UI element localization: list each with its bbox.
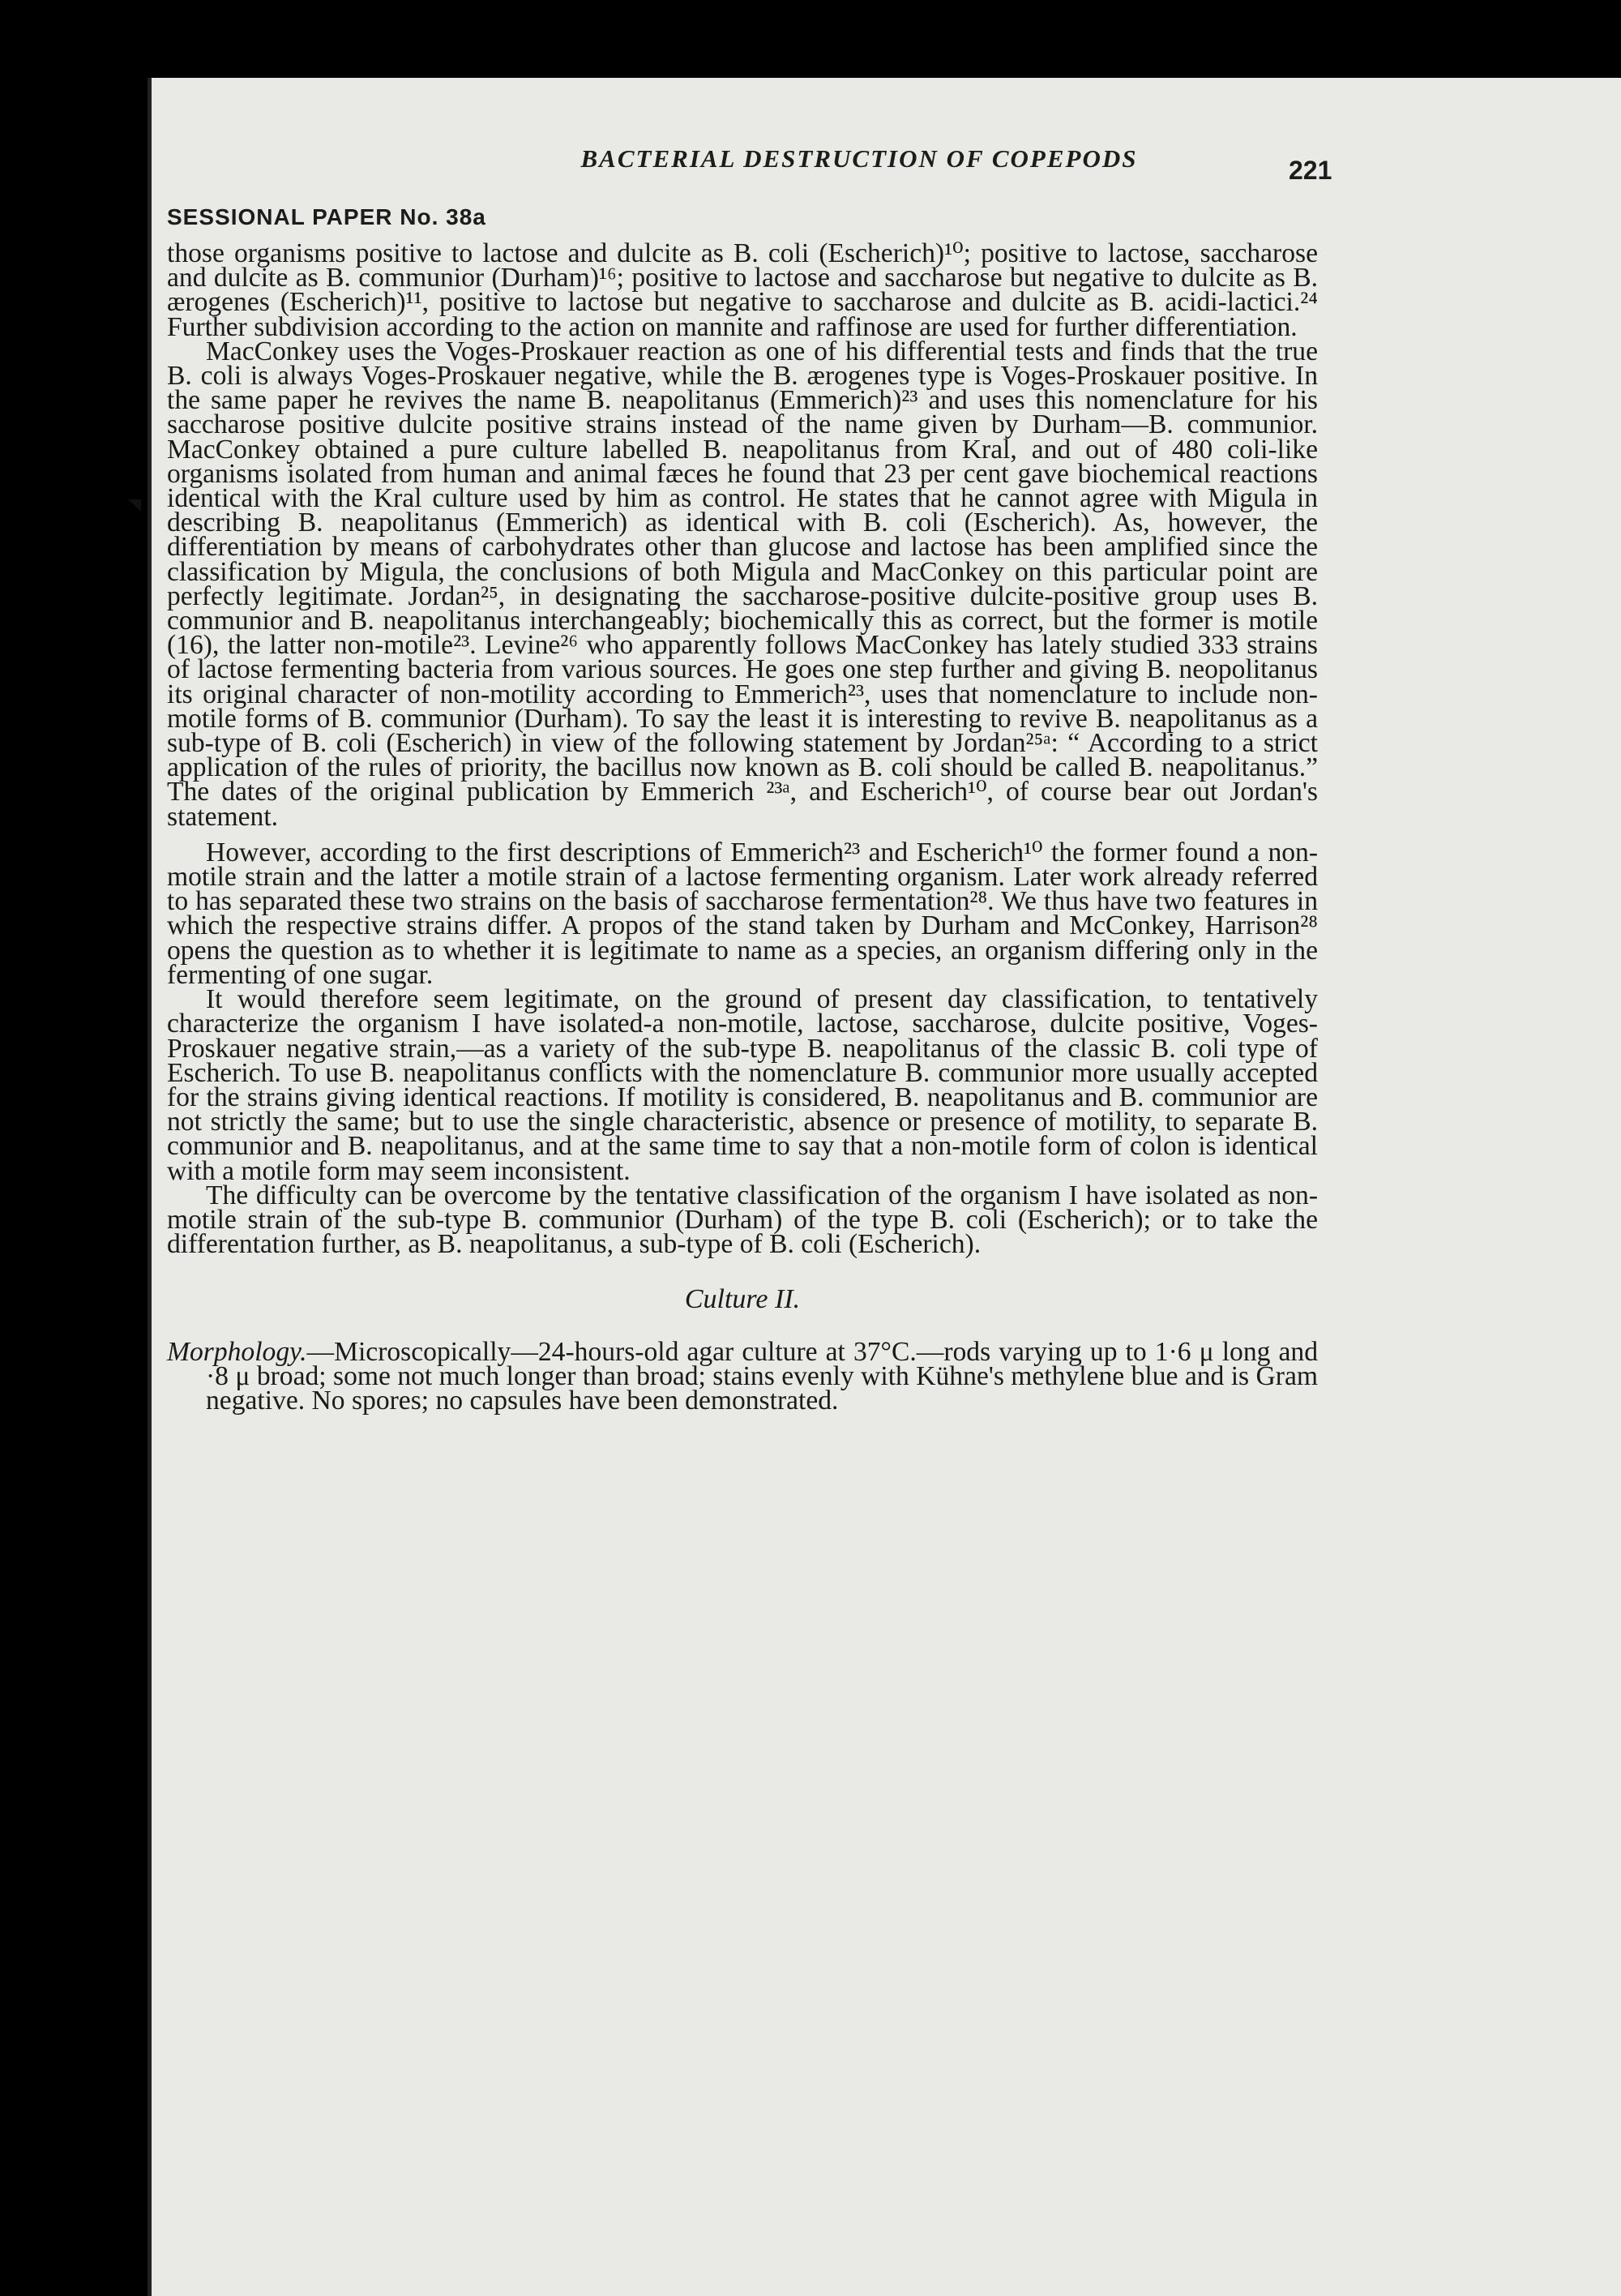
morphology-text: —Microscopically—24-hours-old agar culture at 37°C.—rods varying up to 1·6 μ long and ·8 μ broad; some not much longer than broad; stains evenly with Kühne's methylene blue and is Gram negative. No spores; no capsules have been demonstrated.	[206, 1336, 1318, 1416]
page-number: 221	[1289, 156, 1332, 185]
margin-mark	[128, 499, 146, 524]
morphology-label: Morphology.	[167, 1336, 307, 1367]
paragraph-1: those organisms positive to lactose and dulcite as B. coli (Escherich)¹⁰; positive to lactose, saccharose and dulcite as B. communior (Durham)¹⁶; positive to lactose and saccharose but negative to dulcite as B. ærogenes (Escherich)¹¹, positive to lactose but negative to saccharose and dulcite as B. acidi-lactici.²⁴ Further subdivision according to the action on mannite and raffinose are used for further differentiation.	[167, 238, 1318, 342]
paragraph-3: However, according to the first descriptions of Emmerich²³ and Escherich¹⁰ the former found a non-motile strain and the latter a motile strain of a lactose fermenting organism. Later work already referred to has separated these two strains on the basis of saccharose fermentation²⁸. We thus have two features in which the respective strains differ. A propos of the stand taken by Durham and McConkey, Harrison²⁸ opens the question as to whether it is legitimate to name as a species, an organism differing only in the fermenting of one sugar.	[167, 837, 1318, 990]
sessional-paper-label: SESSIONAL PAPER No. 38a	[167, 204, 486, 229]
spine-line	[148, 78, 152, 2296]
paragraph-4: It would therefore seem legitimate, on the ground of present day classification, to tentatively characterize the organism I have isolated-a non-motile, lactose, saccharose, dulcite positive, Voges-Proskauer negative strain,—as a variety of the sub-type B. neapolitanus of the classic B. coli type of Escherich. To use B. neapolitanus conflicts with the nomenclature B. communior more usually accepted for the strains giving identical reactions. If motility is considered, B. neapolitanus and B. communior are not strictly the same; but to use the single characteristic, absence or presence of motility, to separate B. communior and B. neapolitanus, and at the same time to say that a non-motile form of colon is identical with a motile form may seem inconsistent.	[167, 984, 1318, 1186]
paragraph-2: MacConkey uses the Voges-Proskauer reaction as one of his differential tests and finds that the true B. coli is always Voges-Proskauer negative, while the B. ærogenes type is Voges-Proskauer positive. In the same paper he revives the name B. neapolitanus (Emmerich)²³ and uses this nomenclature for his saccharose positive dulcite positive strains instead of the name given by Durham—B. communior. MacConkey obtained a pure culture labelled B. neapolitanus from Kral, and out of 480 coli-like organisms isolated from human and animal fæces he found that 23 per cent gave biochemical reactions identical with the Kral culture used by him as control. He states that he cannot agree with Migula in describing B. neapolitanus (Emmerich) as identical with B. coli (Escherich). As, however, the differentiation by means of carbohydrates other than glucose and lactose has been amplified since the classification by Migula, the conclusions of both Migula and MacConkey on this particular point are perfectly legitimate. Jordan²⁵, in designating the saccharose-positive dulcite-positive group uses B. communior and B. neapolitanus interchangeably; biochemically this as correct, but the former is motile (16), the latter non-motile²³. Levine²⁶ who apparently follows MacConkey has lately studied 333 strains of lactose fermenting bacteria from various sources. He goes one step further and giving B. neopolitanus its original character of non-motility according to Emmerich²³, uses that nomenclature to include non-motile forms of B. communior (Durham). To say the least it is interesting to revive B. neapolitanus as a sub-type of B. coli (Escherich) in view of the following statement by Jordan²⁵ᵃ: “ According to a strict application of the rules of priority, the bacillus now known as B. coli should be called B. neapolitanus.” The dates of the original publication by Emmerich ²³ᵃ, and Escherich¹⁰, of course bear out Jordan's statement.	[167, 336, 1318, 832]
body-text	[167, 238, 1318, 1416]
running-title: BACTERIAL DESTRUCTION OF COPEPODS	[580, 144, 1138, 173]
morphology-paragraph	[167, 1336, 1318, 1416]
section-title: Culture II.	[684, 1284, 801, 1315]
paragraph-5: The difficulty can be overcome by the tentative classification of the organism I have isolated as non-motile strain of the sub-type B. communior (Durham) of the type B. coli (Escherich); or to take the differentation further, as B. neapolitanus, a sub-type of B. coli (Escherich).	[167, 1180, 1318, 1260]
